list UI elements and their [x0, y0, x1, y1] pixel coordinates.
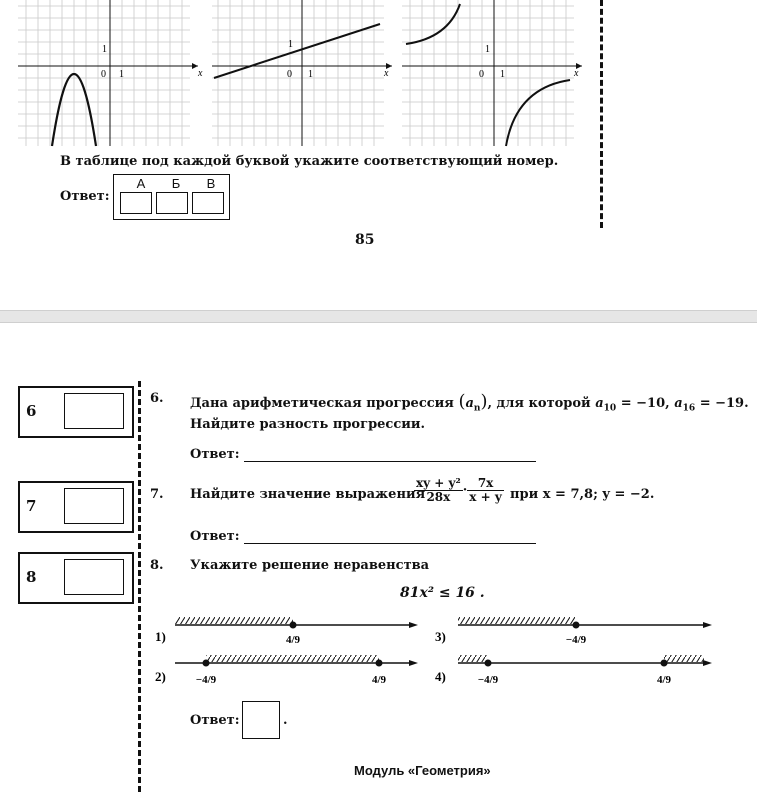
answer-cell-a[interactable] — [120, 192, 152, 214]
side-box-6 — [18, 386, 134, 438]
option-4-label: 4) — [435, 669, 446, 684]
x-unit-label: 1 — [308, 69, 313, 80]
task6-number: 6. — [150, 391, 164, 406]
task7-answer-line[interactable] — [244, 543, 536, 544]
separator-dashed — [138, 381, 141, 792]
origin-label: 0 — [479, 69, 484, 80]
option-2-label: 2) — [155, 669, 166, 684]
letter-b: Б — [171, 176, 181, 191]
answer-label: Ответ: — [60, 189, 110, 204]
straight-line — [214, 24, 380, 78]
origin-label: 0 — [101, 69, 106, 80]
fraction-1-numerator: xy + y² — [416, 476, 461, 490]
x-axis-label: x — [574, 68, 579, 79]
answer-cell-b[interactable] — [156, 192, 188, 214]
option-3[interactable] — [435, 617, 712, 646]
a16-subscript: 16 — [682, 403, 696, 414]
task6-text-b: , для которой — [487, 396, 591, 411]
seq-subscript: n — [473, 403, 481, 414]
hyperbola-branch-left — [406, 4, 460, 44]
y-unit-label: 1 — [485, 44, 490, 55]
graph-line — [212, 0, 402, 150]
origin-label: 0 — [287, 69, 292, 80]
option-3-label: 3) — [435, 629, 446, 644]
option-1[interactable] — [155, 617, 418, 646]
task8-text: Укажите решение неравенства — [190, 558, 430, 573]
side-box-number: 7 — [26, 497, 37, 515]
answer-cell-v[interactable] — [192, 192, 224, 214]
letter-v: В — [206, 176, 216, 191]
x-axis-label: x — [384, 68, 389, 79]
x-unit-label: 1 — [119, 69, 124, 80]
task7-expression — [414, 477, 504, 504]
task6-answer-line[interactable] — [244, 461, 536, 462]
x-axis-label: x — [198, 68, 203, 79]
task7-text-b: при x = 7,8; y = −2. — [510, 487, 655, 502]
a16-value: = −19. — [699, 396, 749, 411]
fraction-1-denominator: 28x — [426, 490, 451, 504]
task8-answer-box[interactable] — [242, 701, 280, 739]
task6-line2: Найдите разность прогрессии. — [190, 417, 426, 432]
task6-answer-label: Ответ: — [190, 447, 240, 462]
task7-answer-label: Ответ: — [190, 529, 240, 544]
fraction-1 — [414, 477, 463, 504]
grid — [402, 0, 574, 146]
page-number: 85 — [355, 232, 375, 248]
answer-table — [113, 174, 230, 220]
option-4[interactable] — [435, 655, 712, 686]
opt4-point2: 4/9 — [656, 674, 672, 686]
option-2[interactable] — [155, 655, 418, 686]
opt4-point1: −4/9 — [477, 674, 499, 686]
opt2-point1: −4/9 — [195, 674, 217, 686]
task8-number: 8. — [150, 558, 164, 573]
cut-line — [600, 0, 603, 228]
task6-line1: Дана арифметическая прогрессия $(a_n)$, для которой $a_{10} = -10$, $a_{16} = -19$. — [190, 391, 749, 414]
page-top — [0, 0, 757, 311]
task7-number: 7. — [150, 487, 164, 502]
letter-a: А — [136, 176, 146, 191]
side-box-number: 8 — [26, 568, 37, 586]
table-instruction: В таблице под каждой буквой укажите соответствующий номер. — [60, 154, 559, 169]
option-1-label: 1) — [155, 629, 166, 644]
number-line-options — [150, 609, 725, 709]
task8-answer-dot: . — [283, 713, 288, 728]
side-answer-cell-7[interactable] — [64, 488, 124, 524]
multiply-dot: · — [462, 483, 468, 498]
side-box-8 — [18, 552, 134, 604]
opt3-point1: −4/9 — [565, 634, 587, 646]
y-unit-label: 1 — [288, 39, 293, 50]
fraction-2-numerator: 7x — [467, 477, 504, 491]
grid — [212, 0, 384, 146]
page-bottom — [0, 322, 757, 792]
graph-hyperbola — [402, 0, 592, 150]
seq-symbol: a — [465, 396, 474, 411]
task8-answer-label: Ответ: — [190, 713, 240, 728]
y-unit-label: 1 — [102, 44, 107, 55]
a10-value: = −10, — [620, 396, 670, 411]
side-box-number: 6 — [26, 402, 37, 420]
fraction-2 — [467, 477, 504, 504]
side-answer-cell-6[interactable] — [64, 393, 124, 429]
x-unit-label: 1 — [500, 69, 505, 80]
module-title: Модуль «Геометрия» — [354, 763, 491, 778]
opt2-point2: 4/9 — [371, 674, 387, 686]
inequality: 81x² ≤ 16 . — [400, 585, 485, 601]
task6-text-a: Дана арифметическая прогрессия — [190, 396, 454, 411]
side-answer-cell-8[interactable] — [64, 559, 124, 595]
graph-parabola — [18, 0, 208, 150]
side-box-7 — [18, 481, 134, 533]
task7-text-a: Найдите значение выражения — [190, 487, 426, 502]
fraction-2-denominator: x + y — [469, 490, 502, 504]
opt1-point1: 4/9 — [285, 634, 301, 646]
a10-subscript: 10 — [603, 403, 617, 414]
